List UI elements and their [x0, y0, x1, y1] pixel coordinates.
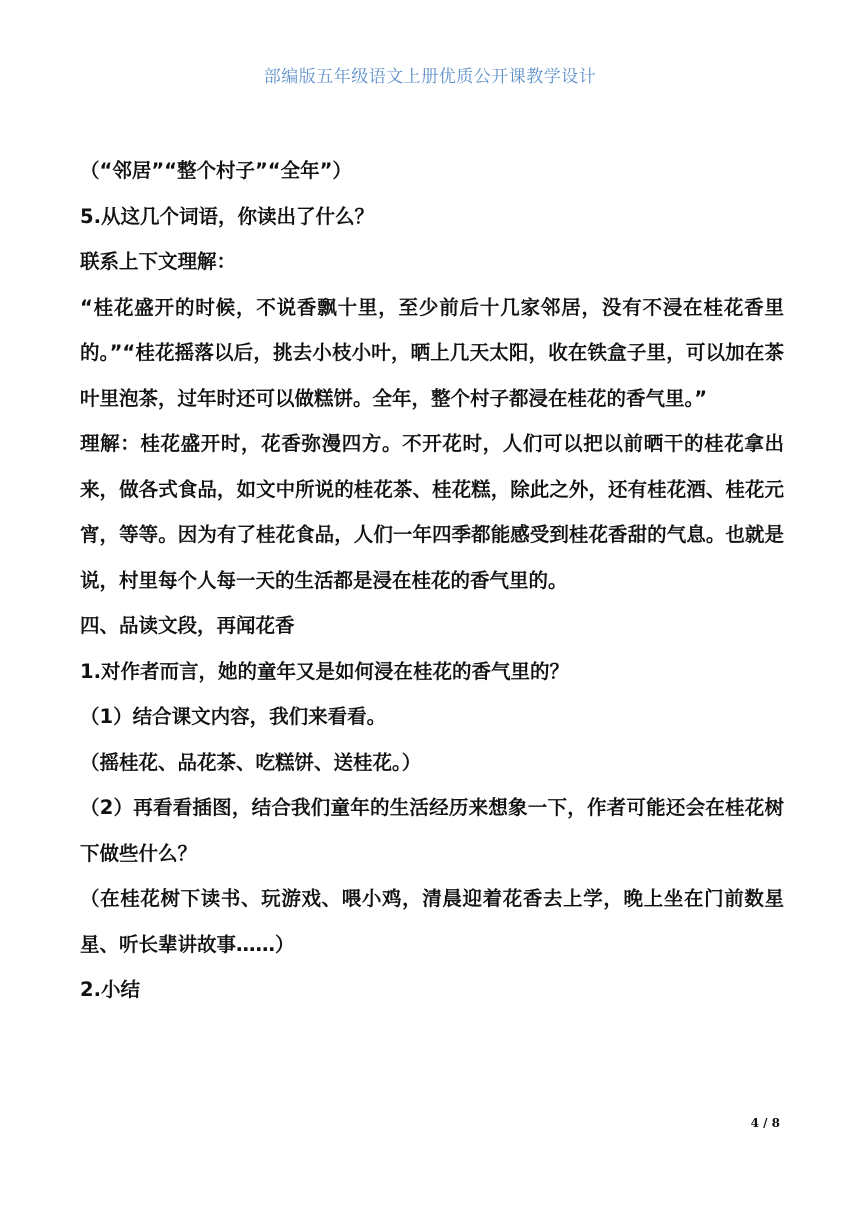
paragraph-summary-heading: 2.小结: [80, 978, 140, 1001]
document-header: 部编版五年级语文上册优质公开课教学设计: [263, 67, 597, 87]
paragraph-context-label: 联系上下文理解：: [80, 250, 237, 273]
paragraph-question-1: 1.对作者而言，她的童年又是如何浸在桂花的香气里的？: [80, 659, 569, 683]
paragraph-subitem-2: （2）再看看插图，结合我们童年的生活经历来想象一下，作者可能还会在桂花树下做些什么？: [80, 796, 784, 865]
page-number: 4 / 8: [750, 1116, 780, 1130]
paragraph-question-5: 5.从这几个词语，你读出了什么？: [80, 204, 374, 228]
paragraph-understanding: 理解：桂花盛开时，花香弥漫四方。不开花时，人们可以把以前晒干的桂花拿出来，做各式食品，如文中所说的桂花茶、桂花糕，除此之外，还有桂花酒、桂花元宵，等等。因为有了桂花食品，人们一年四季都能感受到桂花香甜的气息。也就是说，村里每个人每一天的生活都是浸在桂花的香气里的。: [80, 432, 784, 592]
paragraph-keywords: （“邻居”“整个村子”“全年”）: [80, 159, 352, 182]
paragraph-answer-1: （摇桂花、品花茶、吃糕饼、送桂花。）: [80, 750, 422, 774]
paragraph-answer-2: （在桂花树下读书、玩游戏、喂小鸡，清晨迎着花香去上学，晚上坐在门前数星星、听长辈讲故事……）: [80, 887, 784, 956]
document-body: [80, 148, 784, 1013]
section-heading-4: 四、品读文段，再闻花香: [80, 614, 295, 637]
paragraph-quote: “桂花盛开的时候，不说香飘十里，至少前后十几家邻居，没有不浸在桂花香里的。”“桂花摇落以后，挑去小枝小叶，晒上几天太阳，收在铁盒子里，可以加在茶叶里泡茶，过年时还可以做糕饼。全年，整个村子都浸在桂花的香气里。”: [80, 295, 784, 410]
paragraph-subitem-1: （1）结合课文内容，我们来看看。: [80, 705, 387, 728]
